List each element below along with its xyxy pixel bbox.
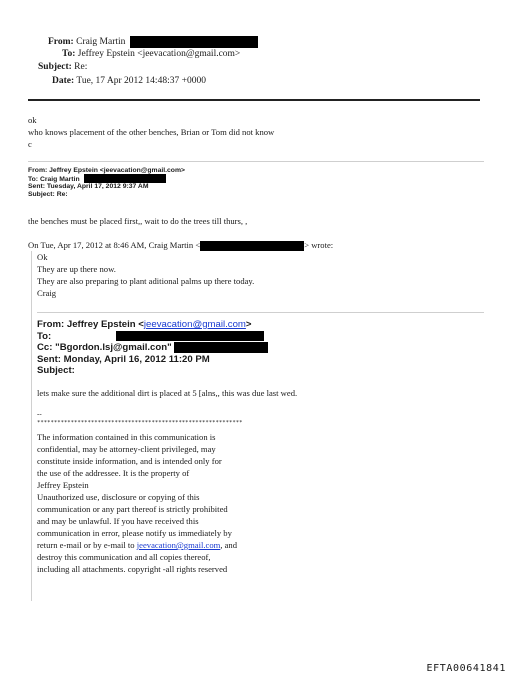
subject-value: Re: bbox=[74, 62, 88, 72]
quoted-divider bbox=[28, 161, 484, 162]
msg4-to-label: To: bbox=[37, 331, 52, 342]
msg2-subject-text: Subject: Re: bbox=[28, 191, 68, 198]
reply-line-1: ok bbox=[28, 115, 37, 125]
msg3-intro-post: > wrote: bbox=[304, 240, 334, 250]
disclaimer-line-11: destroy this communication and all copies thereof, bbox=[37, 552, 211, 562]
msg3-line-1: Ok bbox=[37, 252, 48, 262]
quote-bar bbox=[31, 251, 32, 601]
redaction bbox=[174, 342, 268, 353]
to-label: To: bbox=[62, 49, 76, 59]
disclaimer-line-5: Jeffrey Epstein bbox=[37, 480, 89, 490]
signature-stars: ************************************************************* bbox=[37, 420, 243, 426]
msg4-to bbox=[37, 331, 264, 343]
disclaimer-return-pre: return e-mail or by e-mail to bbox=[37, 540, 137, 550]
header-divider bbox=[28, 99, 480, 101]
reply-line-2: who knows placement of the other benches, Brian or Tom did not know bbox=[28, 127, 275, 137]
msg4-cc-label: Cc: bbox=[37, 342, 53, 354]
msg4-divider bbox=[37, 312, 484, 313]
date-value: Tue, 17 Apr 2012 14:48:37 +0000 bbox=[76, 76, 206, 86]
msg2-to-text: To: Craig Martin bbox=[28, 175, 80, 183]
msg4-from-label: From: bbox=[37, 319, 65, 330]
from-value: Craig Martin bbox=[76, 37, 126, 48]
msg4-sent-label: Sent: bbox=[37, 354, 61, 365]
header-from bbox=[48, 36, 258, 48]
from-label: From: bbox=[48, 37, 74, 48]
msg2-from-text: From: Jeffrey Epstein <jeevacation@gmail.com> bbox=[28, 167, 185, 174]
redaction bbox=[116, 331, 264, 341]
disclaimer-email-link[interactable]: jeevacation@gmail.com bbox=[136, 540, 221, 550]
msg4-from bbox=[37, 319, 252, 331]
msg4-cc bbox=[37, 342, 268, 354]
msg3-line-3: They are also preparing to plant aditional palms up there today. bbox=[37, 276, 255, 286]
msg3-intro-pre: On Tue, Apr 17, 2012 at 8:46 AM, Craig Martin < bbox=[28, 240, 201, 250]
subject-label: Subject: bbox=[38, 62, 72, 72]
msg4-from-name: Jeffrey Epstein < bbox=[66, 319, 144, 330]
msg2-sent-text: Sent: Tuesday, April 17, 2012 9:37 AM bbox=[28, 183, 149, 190]
disclaimer-line-6: Unauthorized use, disclosure or copying of this bbox=[37, 492, 200, 502]
msg2-sent bbox=[28, 183, 149, 191]
to-value: Jeffrey Epstein <jeevacation@gmail.com> bbox=[77, 49, 241, 59]
reply-line-3: c bbox=[28, 139, 32, 149]
disclaimer-line-8: and may be unlawful. If you have received this bbox=[37, 516, 199, 526]
redaction bbox=[84, 174, 166, 183]
bates-number: EFTA00641841 bbox=[426, 663, 506, 674]
redaction bbox=[200, 241, 304, 251]
disclaimer-line-9: communication in error, please notify us immediately by bbox=[37, 528, 232, 538]
redaction bbox=[130, 36, 258, 48]
msg2-body: the benches must be placed first,, wait to do the trees till thurs, , bbox=[28, 216, 248, 226]
msg3-intro bbox=[28, 240, 333, 251]
disclaimer-line-1: The information contained in this communication is bbox=[37, 432, 216, 442]
msg3-line-4: Craig bbox=[37, 288, 57, 298]
disclaimer-line-12: including all attachments. copyright -all rights reserved bbox=[37, 564, 228, 574]
disclaimer-line-2: confidential, may be attorney-client privileged, may bbox=[37, 444, 216, 454]
msg4-from-email-link[interactable]: jeevacation@gmail.com bbox=[143, 319, 246, 330]
msg4-cc-value: "Bgordon.lsj@gmail.con" bbox=[55, 342, 172, 354]
header-to bbox=[62, 48, 240, 60]
msg4-sent bbox=[37, 354, 210, 366]
msg4-body: lets make sure the additional dirt is placed at 5 [alns,, this was due last wed. bbox=[37, 388, 298, 398]
header-subject bbox=[38, 61, 87, 73]
disclaimer-line-4: the use of the addressee. It is the property of bbox=[37, 468, 190, 478]
msg4-subject-label: Subject: bbox=[37, 365, 75, 376]
msg4-from-close: > bbox=[245, 319, 252, 330]
msg4-subject bbox=[37, 365, 75, 377]
disclaimer-line-7: communication or any part thereof is strictly prohibited bbox=[37, 504, 228, 514]
msg2-subject bbox=[28, 191, 68, 199]
msg3-line-2: They are up there now. bbox=[37, 264, 116, 274]
header-date bbox=[52, 75, 206, 87]
disclaimer-line-3: constitute inside information, and is intended only for bbox=[37, 456, 222, 466]
msg4-sent-value: Monday, April 16, 2012 11:20 PM bbox=[63, 354, 210, 365]
disclaimer-return-post: , and bbox=[220, 540, 238, 550]
disclaimer-line-10 bbox=[37, 540, 237, 551]
date-label: Date: bbox=[52, 76, 75, 86]
signature-dash: -- bbox=[37, 410, 42, 418]
